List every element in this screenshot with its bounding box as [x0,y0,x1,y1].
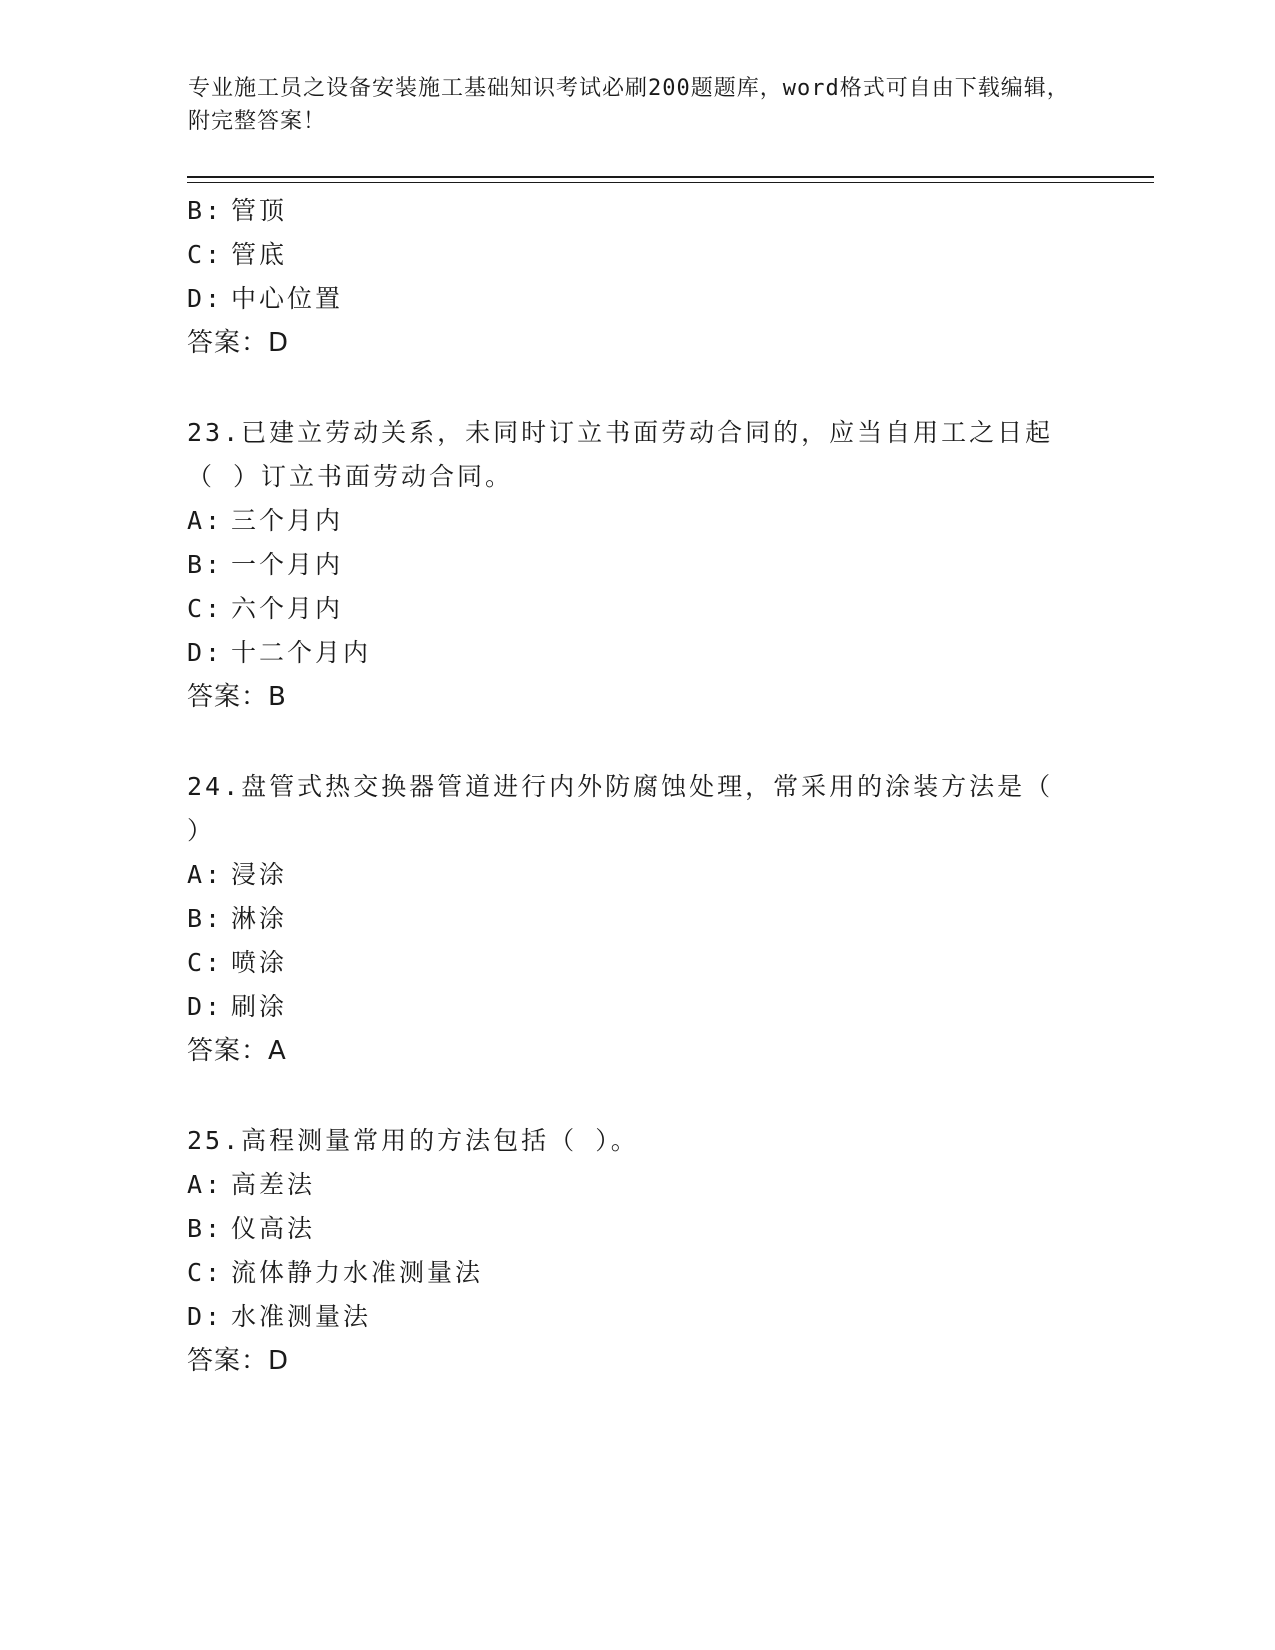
answer-line: 答案：B [187,682,287,712]
option-c: C: 六个月内 [187,594,344,623]
option-c: C: 流体静力水准测量法 [187,1258,484,1287]
answer-line: 答案：D [187,328,290,358]
option-b: B: 仪高法 [187,1214,316,1243]
option-c: C: 管底 [187,240,288,269]
option-d: D: 中心位置 [187,284,344,313]
question-text-line1: 25.高程测量常用的方法包括（ ）。 [187,1126,639,1155]
answer-line: 答案：A [187,1036,287,1066]
question-text-line1: 24.盘管式热交换器管道进行内外防腐蚀处理，常采用的涂装方法是（ [187,772,1054,801]
question-text-line2: ） [187,816,216,845]
option-a: A: 三个月内 [187,506,344,535]
option-b: B: 一个月内 [187,550,344,579]
option-b: B: 淋涂 [187,904,288,933]
option-d: D: 刷涂 [187,992,288,1021]
option-a: A: 高差法 [187,1170,316,1199]
document-header-title: 专业施工员之设备安装施工基础知识考试必刷200题题库，word格式可自由下载编辑，附完整答案！ [188,76,1070,134]
option-a: A: 浸涂 [187,860,288,889]
answer-line: 答案：D [187,1346,290,1376]
question-text-line1: 23.已建立劳动关系，未同时订立书面劳动合同的，应当自用工之日起 [187,418,1054,447]
header-divider-thick [187,176,1154,178]
option-d: D: 水准测量法 [187,1302,372,1331]
header-divider-thin [187,182,1154,183]
option-d: D: 十二个月内 [187,638,372,667]
question-text-line2: （ ）订立书面劳动合同。 [187,462,514,491]
option-b: B: 管顶 [187,196,288,225]
option-c: C: 喷涂 [187,948,288,977]
